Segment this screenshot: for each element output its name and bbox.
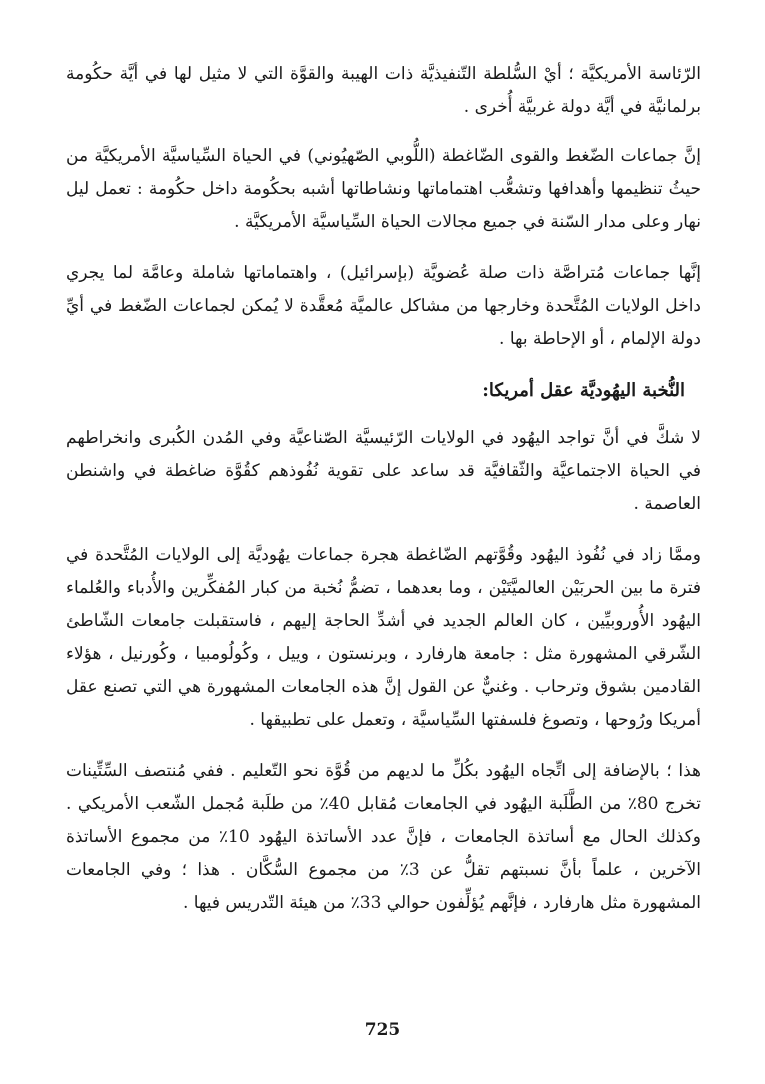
paragraph-lobby-groups: إنَّ جماعات الضّغط والقوى الضّاغطة (اللُّوبي الصّهيُوني) في الحياة السِّياسيَّة الأمريكيَّة من حيثُ تنظيمها وأهدافها وتشعُّب اهتماماتها ونشاطاتها أشبه بحكُومة داخل حكُومة : تعمل ليل نهار وعلى مدار السّنة في جميع مجالات الحياة السِّياسيَّة الأمريكيَّة . xyxy=(66,146,701,232)
paragraph-lobby-israel: إنَّها جماعات مُتراصَّة ذات صلة عُضويَّة (بإسرائيل) ، واهتماماتها شاملة وعامَّة لما يجري داخل الولايات المُتَّحدة وخارجها من مشاكل عالميَّة مُعقَّدة لا يُمكن لجماعات الضّغط في أيِّ دولة الإلمام ، أو الإحاطة بها . xyxy=(66,263,701,349)
paragraph-jewish-presence: لا شكَّ في أنَّ تواجد اليهُود في الولايات الرّئيسيَّة الصّناعيَّة وفي المُدن الكُبرى وانخراطهم في الحياة الاجتماعيَّة والثّقافيَّة قد ساعد على تقوية نُفُوذهم كقُوَّة ضاغطة في واشنطن العاصمة . xyxy=(66,428,701,514)
paragraph-immigration-universities: وممَّا زاد في نُفُوذ اليهُود وقُوَّتهم الضّاغطة هجرة جماعات يهُوديَّة إلى الولايات المُتَّحدة في فترة ما بين الحربَيْن العالميَّتَيْن ، وما بعدهما ، تضمُّ نُخبة من كبار المُفكِّرين والأُدباء والعُلماء اليهُود الأُوروبيِّين ، كان العالم الجديد في أشدِّ الحاجة إليهم ، فاستقبلت جامعات الشّاطئ الشّرقي المشهورة مثل : جامعة هارفارد ، وبرنستون ، وييل ، وكُولُومبيا ، وكُورنيل ، هؤلاء القادمين بشوق وترحاب . وغنيٌّ عن القول إنَّ هذه الجامعات المشهورة هي التي تصنع عقل أمريكا ورُوحها ، وتصوغ فلسفتها السِّياسيَّة ، وتعمل على تطبيقها . xyxy=(66,545,701,730)
page-number: 725 xyxy=(364,1020,401,1040)
paragraph-presidency: الرّئاسة الأمريكيَّة ؛ أيْ السُّلطة التّنفيذيَّة ذات الهيبة والقوَّة التي لا مثيل لها في أيَّة حكُومة برلمانيَّة في أيَّة دولة غربيَّة أُخرى . xyxy=(66,64,701,117)
paragraph-education-statistics: هذا ؛ بالإضافة إلى اتِّجاه اليهُود بكُلِّ ما لديهم من قُوَّة نحو التّعليم . ففي مُنتصف السِّتِّينات تخرج 80٪ من الطَّلَبة اليهُود في الجامعات مُقابل 40٪ من طلَبة مُجمل الشّعب الأمريكي . وكذلك الحال مع أساتذة الجامعات ، فإنَّ عدد الأساتذة اليهُود 10٪ من مجموع الأساتذة الآخرين ، علماً بأنَّ نسبتهم تقلُّ عن 3٪ من مجموع السُّكَّان . هذا ؛ وفي الجامعات المشهورة مثل هارفارد ، فإنَّهم يُؤلِّفون حوالي 33٪ من هيئة التّدريس فيها . xyxy=(66,761,701,913)
document-page xyxy=(66,58,701,1038)
section-heading: النُّخبة اليهُوديَّة عقل أمريكا: xyxy=(482,380,685,401)
